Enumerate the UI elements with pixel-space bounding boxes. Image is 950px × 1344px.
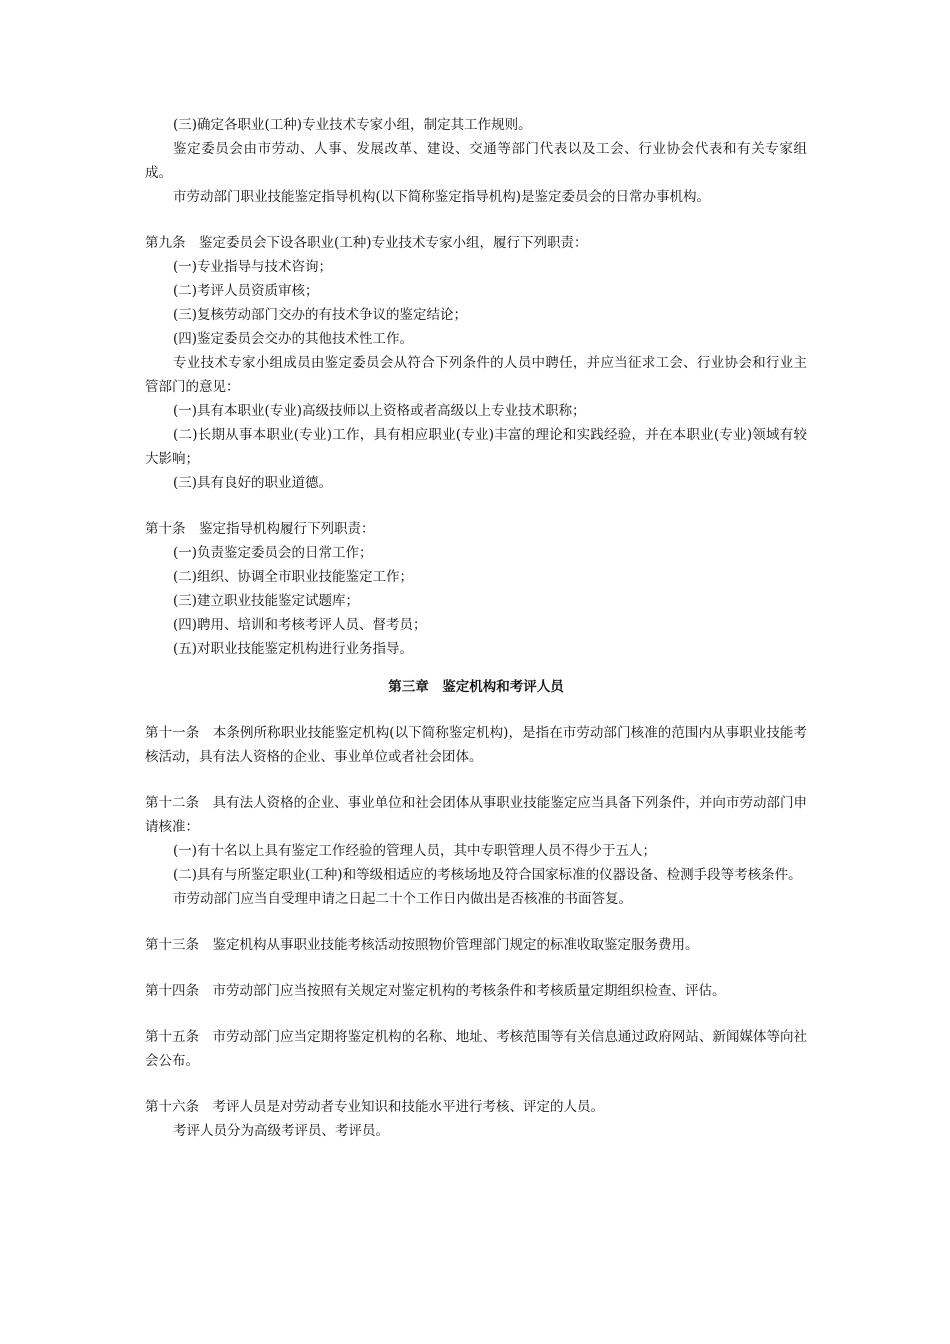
spacer <box>145 1073 807 1095</box>
spacer <box>145 1003 807 1025</box>
list-item: (二)组织、协调全市职业技能鉴定工作； <box>173 569 414 585</box>
list-item: (一)具有本职业(专业)高级技师以上资格或者高级以上专业技术职称； <box>173 403 586 419</box>
list-item: (五)对职业技能鉴定机构进行业务指导。 <box>173 641 414 657</box>
article-9-heading: 第九条 鉴定委员会下设各职业(工种)专业技术专家小组，履行下列职责： <box>145 235 588 251</box>
list-item: (一)有十名以上具有鉴定工作经验的管理人员，其中专职管理人员不得少于五人； <box>173 843 657 859</box>
list-item: (二)具有与所鉴定职业(工种)和等级相适应的考核场地及符合国家标准的仪器设备、检测手段等考核条件。 <box>173 867 802 883</box>
paragraph: 鉴定委员会由市劳动、人事、发展改革、建设、交通等部门代表以及工会、行业协会代表和有关专家组成。 <box>145 141 807 181</box>
article-13: 第十三条 鉴定机构从事职业技能考核活动按照物价管理部门规定的标准收取鉴定服务费用。 <box>145 937 699 953</box>
article-16: 第十六条 考评人员是对劳动者专业知识和技能水平进行考核、评定的人员。 <box>145 1099 604 1115</box>
article-14: 第十四条 市劳动部门应当按照有关规定对鉴定机构的考核条件和考核质量定期组织检查、评估。 <box>145 983 726 999</box>
list-item: (一)专业指导与技术咨询； <box>173 259 333 275</box>
spacer <box>145 957 807 979</box>
list-item: (三)建立职业技能鉴定试题库； <box>173 593 360 609</box>
list-item: (三)具有良好的职业道德。 <box>173 475 333 491</box>
list-item: (二)长期从事本职业(专业)工作，具有相应职业(专业)丰富的理论和实践经验，并在本职业(专业)领域有较大影响； <box>145 427 807 467</box>
paragraph: 考评人员分为高级考评员、考评员。 <box>173 1123 389 1139</box>
list-item: (四)聘用、培训和考核考评人员、督考员； <box>173 617 427 633</box>
spacer <box>145 495 807 517</box>
article-15: 第十五条 市劳动部门应当定期将鉴定机构的名称、地址、考核范围等有关信息通过政府网站、新闻媒体等向社会公布。 <box>145 1029 807 1069</box>
list-item: (三)复核劳动部门交办的有技术争议的鉴定结论； <box>173 307 468 323</box>
article-12: 第十二条 具有法人资格的企业、事业单位和社会团体从事职业技能鉴定应当具备下列条件，并向市劳动部门申请核准： <box>145 795 807 835</box>
list-item: (一)负责鉴定委员会的日常工作； <box>173 545 373 561</box>
list-item: (四)鉴定委员会交办的其他技术性工作。 <box>173 331 414 347</box>
list-item: (二)考评人员资质审核； <box>173 283 319 299</box>
paragraph: 专业技术专家小组成员由鉴定委员会从符合下列条件的人员中聘任，并应当征求工会、行业协会和行业主管部门的意见： <box>145 355 807 395</box>
document-page <box>145 113 807 1143</box>
paragraph: 市劳动部门职业技能鉴定指导机构(以下简称鉴定指导机构)是鉴定委员会的日常办事机构。 <box>173 189 711 205</box>
spacer <box>145 911 807 933</box>
paragraph: 市劳动部门应当自受理申请之日起二十个工作日内做出是否核准的书面答复。 <box>173 891 632 907</box>
paragraph: (三)确定各职业(工种)专业技术专家小组，制定其工作规则。 <box>173 117 532 133</box>
spacer <box>145 209 807 231</box>
article-11: 第十一条 本条例所称职业技能鉴定机构(以下简称鉴定机构)，是指在市劳动部门核准的范围内从事职业技能考核活动，具有法人资格的企业、事业单位或者社会团体。 <box>145 725 807 765</box>
chapter-title: 第三章 鉴定机构和考评人员 <box>388 679 564 695</box>
spacer <box>145 769 807 791</box>
article-10-heading: 第十条 鉴定指导机构履行下列职责： <box>145 521 375 537</box>
